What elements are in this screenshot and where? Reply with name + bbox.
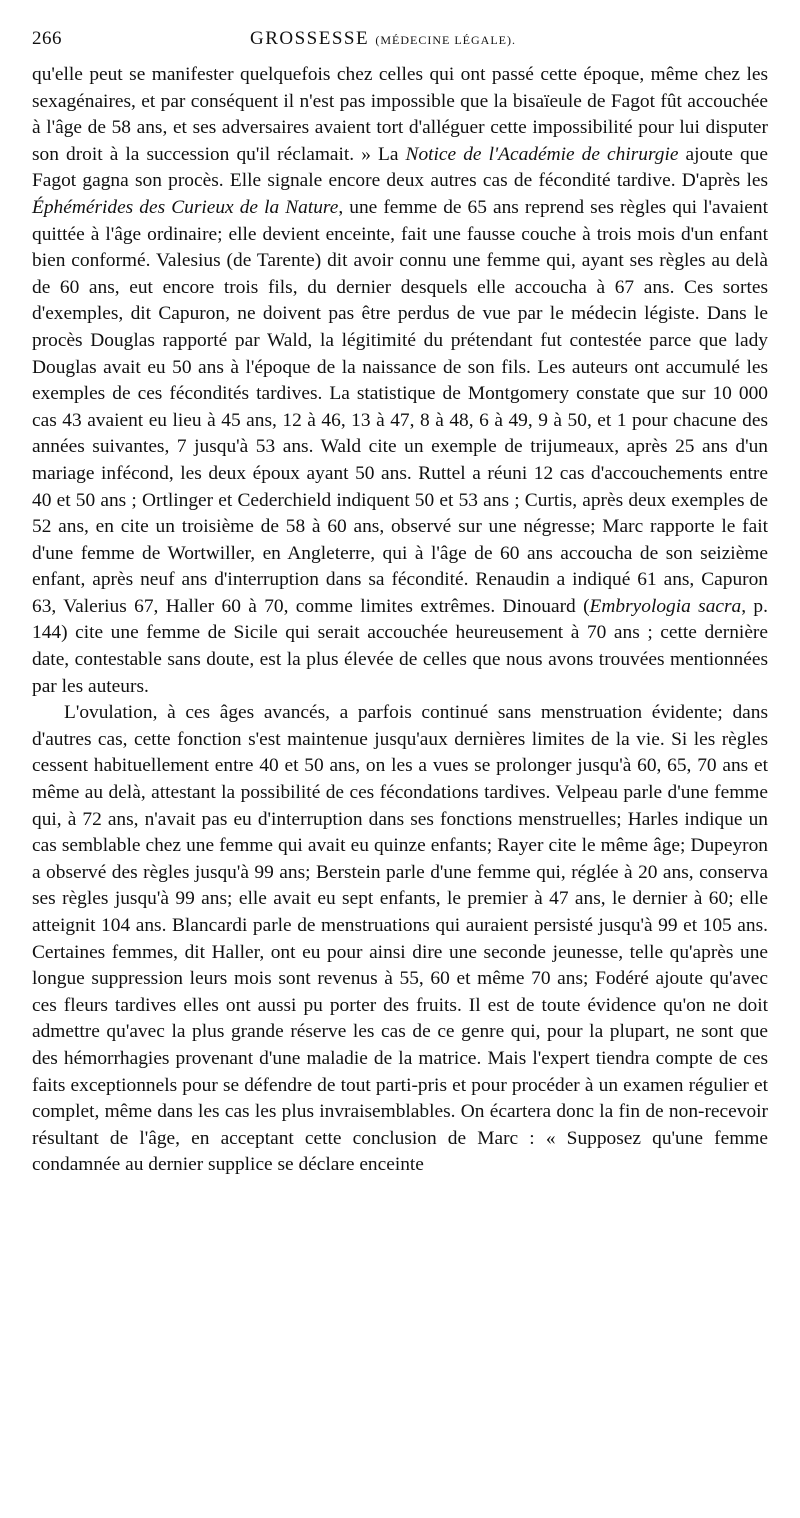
page-number: 266 — [32, 28, 62, 49]
text-segment: , une femme de 65 ans reprend ses règles qui l'avaient quittée à l'âge ordinaire; elle devient enceinte, fait une fausse couche à trois mois d'un enfant bien conformé. Valesius (de Tarente) dit avoir connu une femme qui, ayant ses règles au delà de 60 ans, eut encore trois fils, du dernier desquels elle accoucha à 67 ans. Ces sortes d'exemples, dit Capuron, ne doivent pas être perdus de vue par le médecin légiste. Dans le procès Douglas rapporté par Wald, la légitimité du prétendant fut contestée parce que lady Douglas avait eu 50 ans à l'époque de la naissance de son fils. Les auteurs ont accumulé les exemples de ces fécondités tardives. La statistique de Montgomery constate que sur 10 000 cas 43 avaient eu lieu à 45 ans, 12 à 46, 13 à 47, 8 à 48, 6 à 49, 9 à 50, et 1 pour chacune des années suivantes, 7 jusqu'à 53 ans. Wald cite un exemple de trijumeaux, après 25 ans d'un mariage infécond, les deux époux ayant 50 ans. Ruttel a réuni 12 cas d'accouchements entre 40 et 50 ans ; Ortlinger et Cederchield indiquent 50 et 53 ans ; Curtis, après deux exemples de 52 ans, en cite un troisième de 58 à 60 ans, observé sur une négresse; Marc rapporte le fait d'une femme de Wortwiller, en Angleterre, qui à l'âge de 60 ans accoucha de son seizième enfant, après neuf ans d'interruption dans sa fécondité. Renaudin a indiqué 61 ans, Capuron 63, Valerius 67, Haller 60 à 70, comme limites extrêmes. Dinouard ( — [32, 196, 768, 617]
body-text — [32, 62, 768, 1179]
italic-title: Éphémérides des Curieux de la Nature — [32, 196, 339, 218]
book-page — [32, 28, 768, 1179]
running-title-sub: (MÉDECINE LÉGALE). — [375, 33, 516, 47]
italic-title: Notice de l'Académie de chirurgie — [405, 143, 679, 165]
text-segment: ajoute que Fagot gagna son procès. Elle signale encore deux autres cas de fécondité tardive. D'après les — [32, 143, 768, 192]
paragraph — [32, 62, 768, 700]
text-segment: , p. 144) cite une femme de Sicile qui serait accouchée heureusement à 70 ans ; cette dernière date, contestable sans doute, est la plus élevée de celles que nous avons trouvées mentionnées par les auteurs. — [32, 595, 768, 697]
paragraph: L'ovulation, à ces âges avancés, a parfois continué sans menstruation évidente; dans d'autres cas, cette fonction s'est maintenue jusqu'aux dernières limites de la vie. Si les règles cessent habituellement entre 40 et 50 ans, on les a vues se prolonger jusqu'à 60, 65, 70 ans et même au delà, attestant la possibilité de ces fécondations tardives. Velpeau parle d'une femme qui, à 72 ans, n'avait pas eu d'interruption dans ses fonctions menstruelles; Harles indique un cas semblable chez une femme qui avait eu quinze enfants; Rayer cite le même âge; Dupeyron a observé des règles jusqu'à 99 ans; Berstein parle d'une femme qui, réglée à 20 ans, conserva ses règles jusqu'à 99 ans; elle avait eu sept enfants, le premier à 47 ans, le dernier à 60; elle atteignit 104 ans. Blancardi parle de menstruations qui auraient persisté jusqu'à 99 et 105 ans. Certaines femmes, dit Haller, ont eu pour ainsi dire une seconde jeunesse, telle qu'après une longue suppression leurs mois sont revenus à 55, 60 et même 70 ans; Fodéré ajoute qu'avec ces fleurs tardives elles ont aussi pu porter des fruits. Il est de toute évidence qu'on ne doit admettre qu'avec la plus grande réserve les cas de ce genre qui, pour la plupart, ne sont que des hémorrhagies provenant d'une maladie de la matrice. Mais l'expert tiendra compte de ces faits exceptionnels pour se défendre de tout parti-pris et pour procéder à un examen régulier et complet, même dans les cas les plus invraisemblables. On écartera donc la fin de non-recevoir résultant de l'âge, en acceptant cette conclusion de Marc : « Supposez qu'une femme condamnée au dernier supplice se déclare enceinte — [32, 702, 768, 1176]
running-title — [250, 28, 516, 50]
running-title-main: GROSSESSE — [250, 28, 370, 49]
page-header — [32, 28, 768, 62]
text-segment: qu'elle peut se manifester quelquefois chez celles qui ont passé cette époque, même chez les sexagénaires, et par conséquent il n'est pas impossible que la bisaïeule de Fagot fût accouchée à l'âge de 58 ans, et ses adversaires avaient tort d'alléguer cette impossibilité pour lui disputer son droit à la succession qu'il réclamait. » La — [32, 64, 768, 165]
italic-title: Embryologia sacra — [589, 595, 742, 617]
